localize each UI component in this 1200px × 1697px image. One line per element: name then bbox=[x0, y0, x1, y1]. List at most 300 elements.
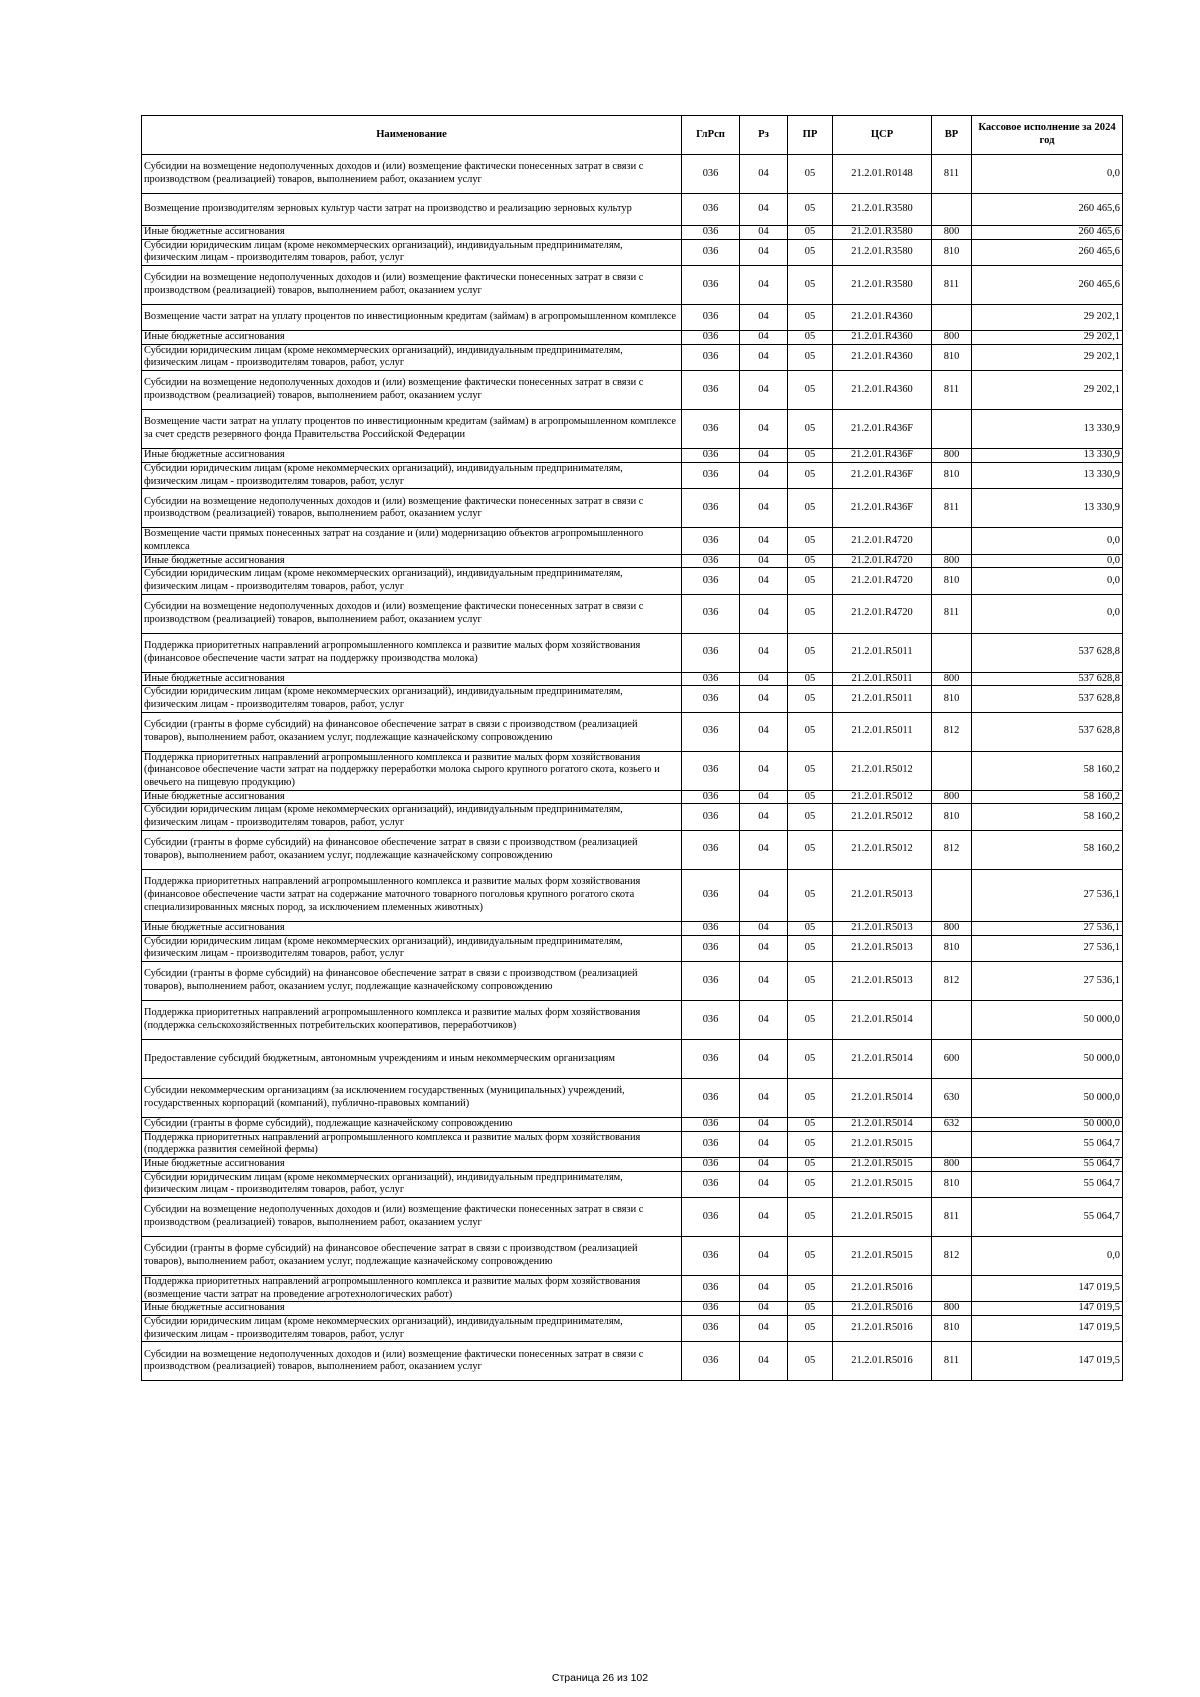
cell-vr bbox=[932, 305, 972, 331]
cell-name: Иные бюджетные ассигнования bbox=[142, 1157, 682, 1171]
cell-csr: 21.2.01.R5011 bbox=[833, 672, 932, 686]
cell-glrsp: 036 bbox=[682, 921, 740, 935]
table-row bbox=[142, 194, 1123, 226]
cell-glrsp: 036 bbox=[682, 712, 740, 751]
cell-amount: 13 330,9 bbox=[972, 410, 1123, 449]
cell-pr: 05 bbox=[788, 1302, 833, 1316]
cell-rz: 04 bbox=[740, 410, 788, 449]
cell-csr: 21.2.01.R5014 bbox=[833, 1000, 932, 1039]
cell-glrsp: 036 bbox=[682, 568, 740, 594]
cell-glrsp: 036 bbox=[682, 371, 740, 410]
table-row bbox=[142, 712, 1123, 751]
cell-rz: 04 bbox=[740, 266, 788, 305]
cell-glrsp: 036 bbox=[682, 489, 740, 528]
header-vr: ВР bbox=[932, 116, 972, 155]
table-row bbox=[142, 672, 1123, 686]
cell-csr: 21.2.01.R5014 bbox=[833, 1078, 932, 1117]
cell-pr: 05 bbox=[788, 751, 833, 790]
cell-glrsp: 036 bbox=[682, 449, 740, 463]
cell-amount: 0,0 bbox=[972, 594, 1123, 633]
cell-rz: 04 bbox=[740, 489, 788, 528]
cell-vr: 812 bbox=[932, 1237, 972, 1276]
cell-pr: 05 bbox=[788, 331, 833, 345]
cell-pr: 05 bbox=[788, 712, 833, 751]
cell-vr: 811 bbox=[932, 1198, 972, 1237]
cell-pr: 05 bbox=[788, 1078, 833, 1117]
cell-name: Субсидии на возмещение недополученных доходов и (или) возмещение фактически понесенных затрат в связи с производством (реализацией) товаров, выполнением работ, оказанием услуг bbox=[142, 371, 682, 410]
cell-vr: 800 bbox=[932, 331, 972, 345]
cell-name: Субсидии (гранты в форме субсидий) на финансовое обеспечение затрат в связи с производством (реализацией товаров), выполнением работ, оказанием услуг, подлежащие казначейскому сопровождению bbox=[142, 830, 682, 869]
cell-rz: 04 bbox=[740, 830, 788, 869]
cell-amount: 58 160,2 bbox=[972, 790, 1123, 804]
table-row bbox=[142, 1157, 1123, 1171]
cell-vr: 800 bbox=[932, 449, 972, 463]
cell-amount: 29 202,1 bbox=[972, 305, 1123, 331]
cell-name: Иные бюджетные ассигнования bbox=[142, 331, 682, 345]
table-row bbox=[142, 1237, 1123, 1276]
cell-vr: 810 bbox=[932, 1171, 972, 1197]
cell-rz: 04 bbox=[740, 1078, 788, 1117]
cell-name: Иные бюджетные ассигнования bbox=[142, 790, 682, 804]
table-row bbox=[142, 528, 1123, 554]
cell-pr: 05 bbox=[788, 1316, 833, 1342]
cell-glrsp: 036 bbox=[682, 1078, 740, 1117]
table-row bbox=[142, 489, 1123, 528]
table-row bbox=[142, 830, 1123, 869]
cell-pr: 05 bbox=[788, 869, 833, 921]
table-body bbox=[142, 155, 1123, 1381]
table-row bbox=[142, 266, 1123, 305]
cell-amount: 260 465,6 bbox=[972, 194, 1123, 226]
cell-rz: 04 bbox=[740, 686, 788, 712]
cell-amount: 0,0 bbox=[972, 554, 1123, 568]
cell-vr: 810 bbox=[932, 804, 972, 830]
cell-rz: 04 bbox=[740, 1198, 788, 1237]
cell-glrsp: 036 bbox=[682, 1316, 740, 1342]
cell-vr: 810 bbox=[932, 935, 972, 961]
cell-pr: 05 bbox=[788, 462, 833, 488]
cell-rz: 04 bbox=[740, 462, 788, 488]
table-row bbox=[142, 1342, 1123, 1381]
cell-name: Субсидии (гранты в форме субсидий) на финансовое обеспечение затрат в связи с производством (реализацией товаров), выполнением работ, оказанием услуг, подлежащие казначейскому сопровождению bbox=[142, 1237, 682, 1276]
cell-name: Поддержка приоритетных направлений агропромышленного комплекса и развитие малых форм хозяйствования (поддержка развития семейной фермы) bbox=[142, 1131, 682, 1157]
cell-glrsp: 036 bbox=[682, 935, 740, 961]
cell-glrsp: 036 bbox=[682, 1276, 740, 1302]
cell-name: Субсидии на возмещение недополученных доходов и (или) возмещение фактически понесенных затрат в связи с производством (реализацией) товаров, выполнением работ, оказанием услуг bbox=[142, 594, 682, 633]
cell-vr bbox=[932, 528, 972, 554]
cell-pr: 05 bbox=[788, 830, 833, 869]
cell-name: Субсидии юридическим лицам (кроме некоммерческих организаций), индивидуальным предпринимателям, физическим лицам - производителям товаров, работ, услуг bbox=[142, 804, 682, 830]
cell-amount: 27 536,1 bbox=[972, 961, 1123, 1000]
cell-name: Иные бюджетные ассигнования bbox=[142, 1302, 682, 1316]
cell-name: Субсидии на возмещение недополученных доходов и (или) возмещение фактически понесенных затрат в связи с производством (реализацией) товаров, выполнением работ, оказанием услуг bbox=[142, 489, 682, 528]
cell-name: Иные бюджетные ассигнования bbox=[142, 921, 682, 935]
cell-glrsp: 036 bbox=[682, 410, 740, 449]
cell-amount: 29 202,1 bbox=[972, 371, 1123, 410]
cell-pr: 05 bbox=[788, 961, 833, 1000]
cell-glrsp: 036 bbox=[682, 266, 740, 305]
cell-csr: 21.2.01.R4360 bbox=[833, 371, 932, 410]
cell-csr: 21.2.01.R436F bbox=[833, 462, 932, 488]
cell-glrsp: 036 bbox=[682, 194, 740, 226]
cell-rz: 04 bbox=[740, 961, 788, 1000]
cell-rz: 04 bbox=[740, 305, 788, 331]
cell-vr bbox=[932, 194, 972, 226]
cell-vr: 810 bbox=[932, 462, 972, 488]
cell-vr: 811 bbox=[932, 594, 972, 633]
cell-vr bbox=[932, 633, 972, 672]
cell-name: Субсидии юридическим лицам (кроме некоммерческих организаций), индивидуальным предпринимателям, физическим лицам - производителям товаров, работ, услуг bbox=[142, 239, 682, 265]
table-row bbox=[142, 633, 1123, 672]
cell-glrsp: 036 bbox=[682, 344, 740, 370]
cell-rz: 04 bbox=[740, 344, 788, 370]
cell-csr: 21.2.01.R5015 bbox=[833, 1237, 932, 1276]
cell-pr: 05 bbox=[788, 266, 833, 305]
header-amount: Кассовое исполнение за 2024 год bbox=[972, 116, 1123, 155]
cell-rz: 04 bbox=[740, 194, 788, 226]
table-row bbox=[142, 921, 1123, 935]
cell-rz: 04 bbox=[740, 155, 788, 194]
cell-vr bbox=[932, 1000, 972, 1039]
cell-amount: 58 160,2 bbox=[972, 751, 1123, 790]
cell-glrsp: 036 bbox=[682, 1237, 740, 1276]
cell-vr: 800 bbox=[932, 1157, 972, 1171]
cell-csr: 21.2.01.R4720 bbox=[833, 554, 932, 568]
budget-table bbox=[141, 115, 1123, 1381]
cell-csr: 21.2.01.R4360 bbox=[833, 331, 932, 345]
cell-name: Субсидии (гранты в форме субсидий) на финансовое обеспечение затрат в связи с производством (реализацией товаров), выполнением работ, оказанием услуг, подлежащие казначейскому сопровождению bbox=[142, 712, 682, 751]
cell-pr: 05 bbox=[788, 594, 833, 633]
cell-csr: 21.2.01.R436F bbox=[833, 449, 932, 463]
cell-pr: 05 bbox=[788, 1342, 833, 1381]
cell-amount: 27 536,1 bbox=[972, 869, 1123, 921]
table-row bbox=[142, 1171, 1123, 1197]
cell-glrsp: 036 bbox=[682, 633, 740, 672]
header-pr: ПР bbox=[788, 116, 833, 155]
cell-glrsp: 036 bbox=[682, 804, 740, 830]
cell-amount: 260 465,6 bbox=[972, 266, 1123, 305]
cell-pr: 05 bbox=[788, 1276, 833, 1302]
cell-pr: 05 bbox=[788, 528, 833, 554]
cell-csr: 21.2.01.R5011 bbox=[833, 712, 932, 751]
cell-vr bbox=[932, 1131, 972, 1157]
cell-name: Поддержка приоритетных направлений агропромышленного комплекса и развитие малых форм хозяйствования (поддержка сельскохозяйственных потребительских кооперативов, переработчиков) bbox=[142, 1000, 682, 1039]
cell-csr: 21.2.01.R5014 bbox=[833, 1039, 932, 1078]
cell-name: Субсидии на возмещение недополученных доходов и (или) возмещение фактически понесенных затрат в связи с производством (реализацией) товаров, выполнением работ, оказанием услуг bbox=[142, 1342, 682, 1381]
cell-csr: 21.2.01.R436F bbox=[833, 410, 932, 449]
cell-vr: 810 bbox=[932, 344, 972, 370]
cell-name: Субсидии (гранты в форме субсидий), подлежащие казначейскому сопровождению bbox=[142, 1117, 682, 1131]
cell-pr: 05 bbox=[788, 554, 833, 568]
table-row bbox=[142, 1000, 1123, 1039]
cell-amount: 58 160,2 bbox=[972, 830, 1123, 869]
table-row bbox=[142, 1039, 1123, 1078]
cell-name: Иные бюджетные ассигнования bbox=[142, 554, 682, 568]
cell-glrsp: 036 bbox=[682, 155, 740, 194]
cell-pr: 05 bbox=[788, 371, 833, 410]
table-row bbox=[142, 804, 1123, 830]
cell-rz: 04 bbox=[740, 804, 788, 830]
cell-amount: 147 019,5 bbox=[972, 1342, 1123, 1381]
cell-rz: 04 bbox=[740, 1000, 788, 1039]
cell-glrsp: 036 bbox=[682, 1131, 740, 1157]
cell-amount: 147 019,5 bbox=[972, 1302, 1123, 1316]
cell-rz: 04 bbox=[740, 869, 788, 921]
table-row bbox=[142, 568, 1123, 594]
cell-vr: 810 bbox=[932, 686, 972, 712]
table-row bbox=[142, 305, 1123, 331]
table-header-row bbox=[142, 116, 1123, 155]
cell-csr: 21.2.01.R5014 bbox=[833, 1117, 932, 1131]
cell-csr: 21.2.01.R5012 bbox=[833, 790, 932, 804]
cell-rz: 04 bbox=[740, 1131, 788, 1157]
table-row bbox=[142, 1117, 1123, 1131]
cell-amount: 537 628,8 bbox=[972, 672, 1123, 686]
cell-vr: 811 bbox=[932, 1342, 972, 1381]
cell-rz: 04 bbox=[740, 1171, 788, 1197]
cell-name: Субсидии юридическим лицам (кроме некоммерческих организаций), индивидуальным предпринимателям, физическим лицам - производителям товаров, работ, услуг bbox=[142, 686, 682, 712]
cell-csr: 21.2.01.R436F bbox=[833, 489, 932, 528]
cell-csr: 21.2.01.R5016 bbox=[833, 1316, 932, 1342]
cell-csr: 21.2.01.R5013 bbox=[833, 869, 932, 921]
header-rz: Рз bbox=[740, 116, 788, 155]
cell-amount: 27 536,1 bbox=[972, 935, 1123, 961]
cell-amount: 0,0 bbox=[972, 155, 1123, 194]
cell-pr: 05 bbox=[788, 1117, 833, 1131]
table-row bbox=[142, 1198, 1123, 1237]
cell-rz: 04 bbox=[740, 1117, 788, 1131]
table-row bbox=[142, 751, 1123, 790]
cell-rz: 04 bbox=[740, 790, 788, 804]
cell-amount: 13 330,9 bbox=[972, 462, 1123, 488]
cell-pr: 05 bbox=[788, 686, 833, 712]
cell-amount: 50 000,0 bbox=[972, 1117, 1123, 1131]
table-row bbox=[142, 790, 1123, 804]
cell-csr: 21.2.01.R5015 bbox=[833, 1198, 932, 1237]
cell-rz: 04 bbox=[740, 1302, 788, 1316]
cell-amount: 0,0 bbox=[972, 568, 1123, 594]
cell-csr: 21.2.01.R5011 bbox=[833, 686, 932, 712]
cell-csr: 21.2.01.R3580 bbox=[833, 266, 932, 305]
cell-rz: 04 bbox=[740, 594, 788, 633]
cell-csr: 21.2.01.R4360 bbox=[833, 305, 932, 331]
cell-glrsp: 036 bbox=[682, 1302, 740, 1316]
cell-pr: 05 bbox=[788, 1131, 833, 1157]
cell-name: Поддержка приоритетных направлений агропромышленного комплекса и развитие малых форм хозяйствования (финансовое обеспечение части затрат на содержание маточного товарного поголовья крупного рогатого скота специализированных мясных пород, за исключением племенных животных) bbox=[142, 869, 682, 921]
cell-vr: 810 bbox=[932, 239, 972, 265]
cell-vr: 800 bbox=[932, 790, 972, 804]
cell-pr: 05 bbox=[788, 155, 833, 194]
cell-amount: 55 064,7 bbox=[972, 1198, 1123, 1237]
cell-glrsp: 036 bbox=[682, 554, 740, 568]
cell-amount: 50 000,0 bbox=[972, 1000, 1123, 1039]
cell-name: Иные бюджетные ассигнования bbox=[142, 672, 682, 686]
table-row bbox=[142, 1131, 1123, 1157]
cell-pr: 05 bbox=[788, 633, 833, 672]
table-row bbox=[142, 462, 1123, 488]
cell-amount: 537 628,8 bbox=[972, 633, 1123, 672]
cell-name: Предоставление субсидий бюджетным, автономным учреждениям и иным некоммерческим организациям bbox=[142, 1039, 682, 1078]
cell-name: Субсидии юридическим лицам (кроме некоммерческих организаций), индивидуальным предпринимателям, физическим лицам - производителям товаров, работ, услуг bbox=[142, 1171, 682, 1197]
table-row bbox=[142, 239, 1123, 265]
cell-glrsp: 036 bbox=[682, 1198, 740, 1237]
cell-csr: 21.2.01.R5016 bbox=[833, 1276, 932, 1302]
cell-csr: 21.2.01.R5013 bbox=[833, 921, 932, 935]
cell-csr: 21.2.01.R4720 bbox=[833, 594, 932, 633]
table-row bbox=[142, 344, 1123, 370]
cell-vr: 812 bbox=[932, 961, 972, 1000]
cell-glrsp: 036 bbox=[682, 672, 740, 686]
cell-glrsp: 036 bbox=[682, 1117, 740, 1131]
cell-name: Поддержка приоритетных направлений агропромышленного комплекса и развитие малых форм хозяйствования (финансовое обеспечение части затрат на поддержку производства молока) bbox=[142, 633, 682, 672]
cell-name: Возмещение части затрат на уплату процентов по инвестиционным кредитам (займам) в агропромышленном комплексе bbox=[142, 305, 682, 331]
cell-csr: 21.2.01.R5012 bbox=[833, 804, 932, 830]
cell-amount: 29 202,1 bbox=[972, 344, 1123, 370]
cell-csr: 21.2.01.R3580 bbox=[833, 194, 932, 226]
cell-rz: 04 bbox=[740, 528, 788, 554]
cell-vr: 812 bbox=[932, 830, 972, 869]
cell-rz: 04 bbox=[740, 712, 788, 751]
cell-pr: 05 bbox=[788, 935, 833, 961]
cell-name: Субсидии юридическим лицам (кроме некоммерческих организаций), индивидуальным предпринимателям, физическим лицам - производителям товаров, работ, услуг bbox=[142, 462, 682, 488]
table-row bbox=[142, 410, 1123, 449]
cell-rz: 04 bbox=[740, 1157, 788, 1171]
cell-pr: 05 bbox=[788, 1000, 833, 1039]
cell-name: Субсидии на возмещение недополученных доходов и (или) возмещение фактически понесенных затрат в связи с производством (реализацией) товаров, выполнением работ, оказанием услуг bbox=[142, 266, 682, 305]
cell-csr: 21.2.01.R3580 bbox=[833, 226, 932, 240]
cell-csr: 21.2.01.R5013 bbox=[833, 935, 932, 961]
cell-vr: 632 bbox=[932, 1117, 972, 1131]
cell-vr: 800 bbox=[932, 672, 972, 686]
cell-rz: 04 bbox=[740, 1237, 788, 1276]
table-row bbox=[142, 226, 1123, 240]
cell-rz: 04 bbox=[740, 935, 788, 961]
cell-pr: 05 bbox=[788, 1171, 833, 1197]
cell-amount: 260 465,6 bbox=[972, 239, 1123, 265]
cell-pr: 05 bbox=[788, 449, 833, 463]
cell-glrsp: 036 bbox=[682, 226, 740, 240]
cell-glrsp: 036 bbox=[682, 305, 740, 331]
cell-amount: 13 330,9 bbox=[972, 489, 1123, 528]
cell-amount: 27 536,1 bbox=[972, 921, 1123, 935]
cell-rz: 04 bbox=[740, 568, 788, 594]
cell-glrsp: 036 bbox=[682, 1342, 740, 1381]
cell-amount: 537 628,8 bbox=[972, 712, 1123, 751]
cell-amount: 537 628,8 bbox=[972, 686, 1123, 712]
cell-glrsp: 036 bbox=[682, 1157, 740, 1171]
cell-csr: 21.2.01.R5015 bbox=[833, 1171, 932, 1197]
table-row bbox=[142, 686, 1123, 712]
cell-csr: 21.2.01.R5016 bbox=[833, 1342, 932, 1381]
table-row bbox=[142, 1302, 1123, 1316]
cell-rz: 04 bbox=[740, 1316, 788, 1342]
cell-amount: 260 465,6 bbox=[972, 226, 1123, 240]
cell-csr: 21.2.01.R3580 bbox=[833, 239, 932, 265]
cell-amount: 55 064,7 bbox=[972, 1157, 1123, 1171]
cell-glrsp: 036 bbox=[682, 961, 740, 1000]
cell-glrsp: 036 bbox=[682, 331, 740, 345]
table-row bbox=[142, 331, 1123, 345]
cell-glrsp: 036 bbox=[682, 790, 740, 804]
cell-amount: 0,0 bbox=[972, 528, 1123, 554]
cell-rz: 04 bbox=[740, 672, 788, 686]
cell-pr: 05 bbox=[788, 921, 833, 935]
cell-pr: 05 bbox=[788, 194, 833, 226]
cell-pr: 05 bbox=[788, 344, 833, 370]
cell-amount: 55 064,7 bbox=[972, 1171, 1123, 1197]
cell-csr: 21.2.01.R5013 bbox=[833, 961, 932, 1000]
cell-csr: 21.2.01.R5012 bbox=[833, 830, 932, 869]
cell-rz: 04 bbox=[740, 449, 788, 463]
cell-glrsp: 036 bbox=[682, 1039, 740, 1078]
cell-rz: 04 bbox=[740, 239, 788, 265]
cell-csr: 21.2.01.R5015 bbox=[833, 1131, 932, 1157]
cell-pr: 05 bbox=[788, 672, 833, 686]
cell-rz: 04 bbox=[740, 554, 788, 568]
cell-csr: 21.2.01.R5011 bbox=[833, 633, 932, 672]
cell-glrsp: 036 bbox=[682, 869, 740, 921]
cell-pr: 05 bbox=[788, 1198, 833, 1237]
cell-vr: 600 bbox=[932, 1039, 972, 1078]
cell-rz: 04 bbox=[740, 1039, 788, 1078]
cell-vr: 800 bbox=[932, 1302, 972, 1316]
cell-csr: 21.2.01.R0148 bbox=[833, 155, 932, 194]
table-row bbox=[142, 869, 1123, 921]
cell-csr: 21.2.01.R4360 bbox=[833, 344, 932, 370]
cell-name: Субсидии на возмещение недополученных доходов и (или) возмещение фактически понесенных затрат в связи с производством (реализацией) товаров, выполнением работ, оказанием услуг bbox=[142, 155, 682, 194]
cell-glrsp: 036 bbox=[682, 528, 740, 554]
cell-name: Субсидии некоммерческим организациям (за исключением государственных (муниципальных) учреждений, государственных корпораций (компаний), публично-правовых компаний) bbox=[142, 1078, 682, 1117]
cell-pr: 05 bbox=[788, 410, 833, 449]
table-row bbox=[142, 371, 1123, 410]
cell-amount: 0,0 bbox=[972, 1237, 1123, 1276]
cell-amount: 55 064,7 bbox=[972, 1131, 1123, 1157]
cell-vr: 810 bbox=[932, 1316, 972, 1342]
cell-name: Иные бюджетные ассигнования bbox=[142, 226, 682, 240]
cell-glrsp: 036 bbox=[682, 462, 740, 488]
cell-glrsp: 036 bbox=[682, 751, 740, 790]
table-row bbox=[142, 449, 1123, 463]
cell-vr bbox=[932, 410, 972, 449]
table-row bbox=[142, 961, 1123, 1000]
cell-vr: 811 bbox=[932, 489, 972, 528]
cell-vr bbox=[932, 869, 972, 921]
cell-pr: 05 bbox=[788, 1039, 833, 1078]
table-row bbox=[142, 594, 1123, 633]
cell-pr: 05 bbox=[788, 804, 833, 830]
cell-name: Субсидии на возмещение недополученных доходов и (или) возмещение фактически понесенных затрат в связи с производством (реализацией) товаров, выполнением работ, оказанием услуг bbox=[142, 1198, 682, 1237]
cell-pr: 05 bbox=[788, 489, 833, 528]
cell-amount: 147 019,5 bbox=[972, 1276, 1123, 1302]
cell-name: Возмещение части затрат на уплату процентов по инвестиционным кредитам (займам) в агропромышленном комплексе за счет средств резервного фонда Правительства Российской Федерации bbox=[142, 410, 682, 449]
table-row bbox=[142, 155, 1123, 194]
cell-glrsp: 036 bbox=[682, 1171, 740, 1197]
cell-pr: 05 bbox=[788, 226, 833, 240]
cell-glrsp: 036 bbox=[682, 830, 740, 869]
cell-csr: 21.2.01.R5016 bbox=[833, 1302, 932, 1316]
cell-name: Субсидии юридическим лицам (кроме некоммерческих организаций), индивидуальным предпринимателям, физическим лицам - производителям товаров, работ, услуг bbox=[142, 568, 682, 594]
header-glrsp: ГлРсп bbox=[682, 116, 740, 155]
cell-pr: 05 bbox=[788, 1237, 833, 1276]
cell-glrsp: 036 bbox=[682, 686, 740, 712]
cell-glrsp: 036 bbox=[682, 594, 740, 633]
cell-glrsp: 036 bbox=[682, 239, 740, 265]
cell-glrsp: 036 bbox=[682, 1000, 740, 1039]
cell-amount: 50 000,0 bbox=[972, 1039, 1123, 1078]
cell-vr: 810 bbox=[932, 568, 972, 594]
cell-pr: 05 bbox=[788, 790, 833, 804]
cell-vr bbox=[932, 1276, 972, 1302]
